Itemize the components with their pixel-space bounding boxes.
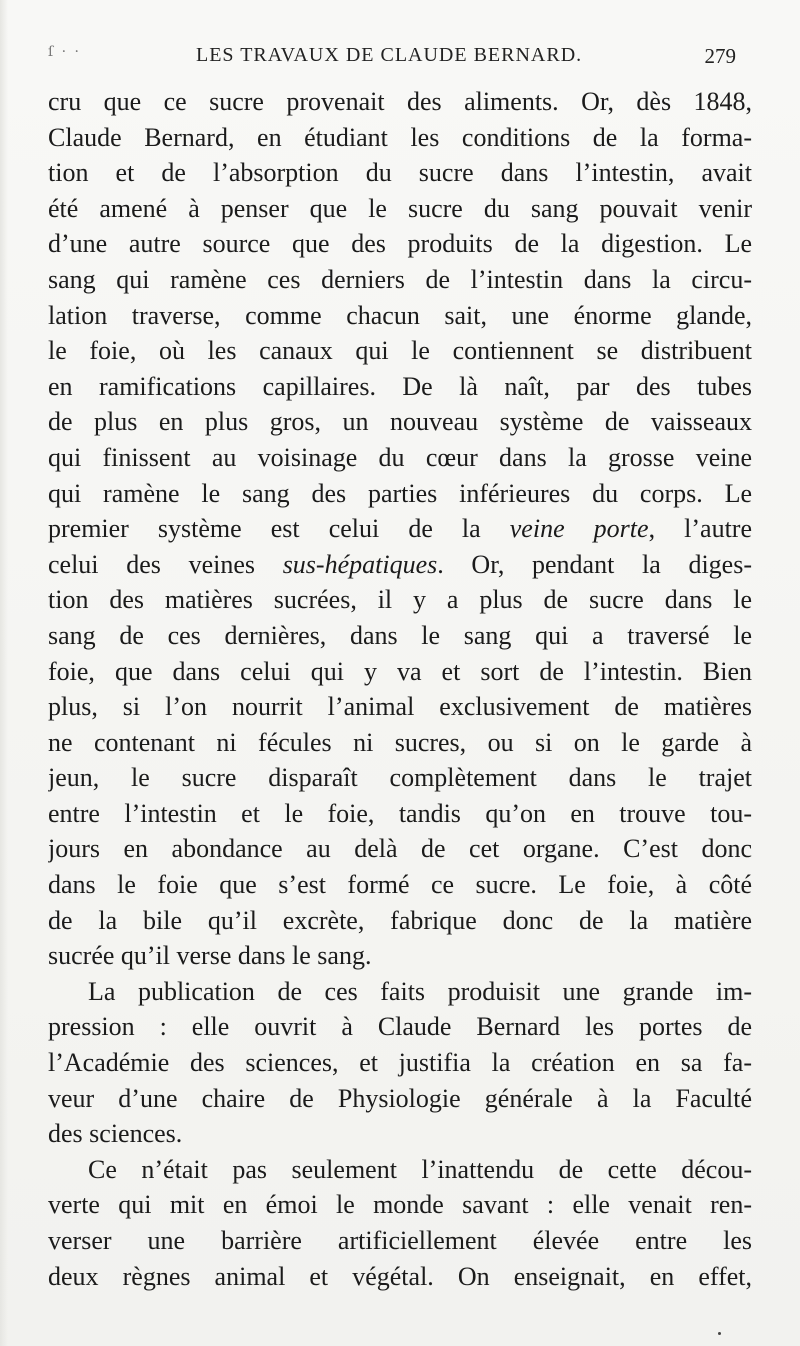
text-line: en ramifications capillaires. De là naît, par des tubes <box>48 371 752 401</box>
text-line: d’une autre source que des produits de la digestion. Le <box>48 229 752 259</box>
margin-mark: ſ · · <box>48 44 81 60</box>
text-line: jours en abondance au delà de cet organe. C’est donc <box>48 834 752 864</box>
text-line: deux règnes animal et végétal. On enseignait, en effet, <box>48 1261 752 1291</box>
italic-term: sus-hépatiques <box>282 549 438 579</box>
text-line: de plus en plus gros, un nouveau système de vaisseaux <box>48 407 752 437</box>
text-segment: celui des veines <box>48 549 283 579</box>
page-edge-shadow <box>0 0 8 1346</box>
text-line: jeun, le sucre disparaît complètement dans le trajet <box>48 763 752 793</box>
text-line: plus, si l’on nourrit l’animal exclusivement de matières <box>48 692 752 722</box>
paragraph-end-line: sucrée qu’il verse dans le sang. <box>48 941 372 971</box>
text-line: dans le foie que s’est formé ce sucre. Le foie, à côté <box>48 870 752 900</box>
text-line: le foie, où les canaux qui le contiennent se distribuent <box>48 336 752 366</box>
text-line: tion et de l’absorption du sucre dans l’intestin, avait <box>48 158 752 188</box>
text-line: verte qui mit en émoi le monde savant : elle venait ren- <box>48 1190 752 1220</box>
text-line: qui ramène le sang des parties inférieures du corps. Le <box>48 478 752 508</box>
text-line: tion des matières sucrées, il y a plus de sucre dans le <box>48 585 752 615</box>
text-line: sang qui ramène ces derniers de l’intestin dans la circu- <box>48 264 752 294</box>
running-title: LES TRAVAUX DE CLAUDE BERNARD. <box>196 44 583 66</box>
text-line: cru que ce sucre provenait des aliments. Or, dès 1848, <box>48 87 752 116</box>
text-line: été amené à penser que le sucre du sang pouvait venir <box>48 193 752 223</box>
text-line-with-italic <box>48 547 752 583</box>
paragraph-start-line: Ce n’était pas seulement l’inattendu de cette décou- <box>88 1154 752 1184</box>
text-line: de la bile qu’il excrète, fabrique donc de la matière <box>48 905 752 935</box>
text-segment: . Or, pendant la diges- <box>437 549 752 579</box>
paragraph-end-line: des sciences. <box>48 1119 183 1149</box>
text-line: ne contenant ni fécules ni sucres, ou si on le garde à <box>48 727 752 757</box>
text-segment: premier système est celui de la <box>48 514 510 544</box>
text-line: lation traverse, comme chacun sait, une énorme glande, <box>48 300 752 330</box>
text-line: entre l’intestin et le foie, tandis qu’on en trouve tou- <box>48 798 752 828</box>
text-line: qui finissent au voisinage du cœur dans la grosse veine <box>48 442 752 472</box>
text-line: foie, que dans celui qui y va et sort de l’intestin. Bien <box>48 656 752 686</box>
text-line: veur d’une chaire de Physiologie générale à la Faculté <box>48 1083 752 1113</box>
body-text <box>48 84 752 1294</box>
text-segment: , l’autre <box>648 514 752 544</box>
text-line: l’Académie des sciences, et justifia la création en sa fa- <box>48 1048 752 1078</box>
italic-term: veine porte <box>509 514 649 544</box>
paragraph-start-line: La publication de ces faits produisit une grande im- <box>88 976 752 1006</box>
text-line: sang de ces dernières, dans le sang qui a traversé le <box>48 620 752 650</box>
text-line-with-italic <box>48 511 752 547</box>
page-number: 279 <box>704 44 736 68</box>
text-line: pression : elle ouvrit à Claude Bernard les portes de <box>48 1012 752 1042</box>
running-head <box>48 40 752 74</box>
ink-speck <box>718 1332 721 1335</box>
text-line: Claude Bernard, en étudiant les conditions de la forma- <box>48 122 752 152</box>
text-line: verser une barrière artificiellement élevée entre les <box>48 1226 752 1255</box>
